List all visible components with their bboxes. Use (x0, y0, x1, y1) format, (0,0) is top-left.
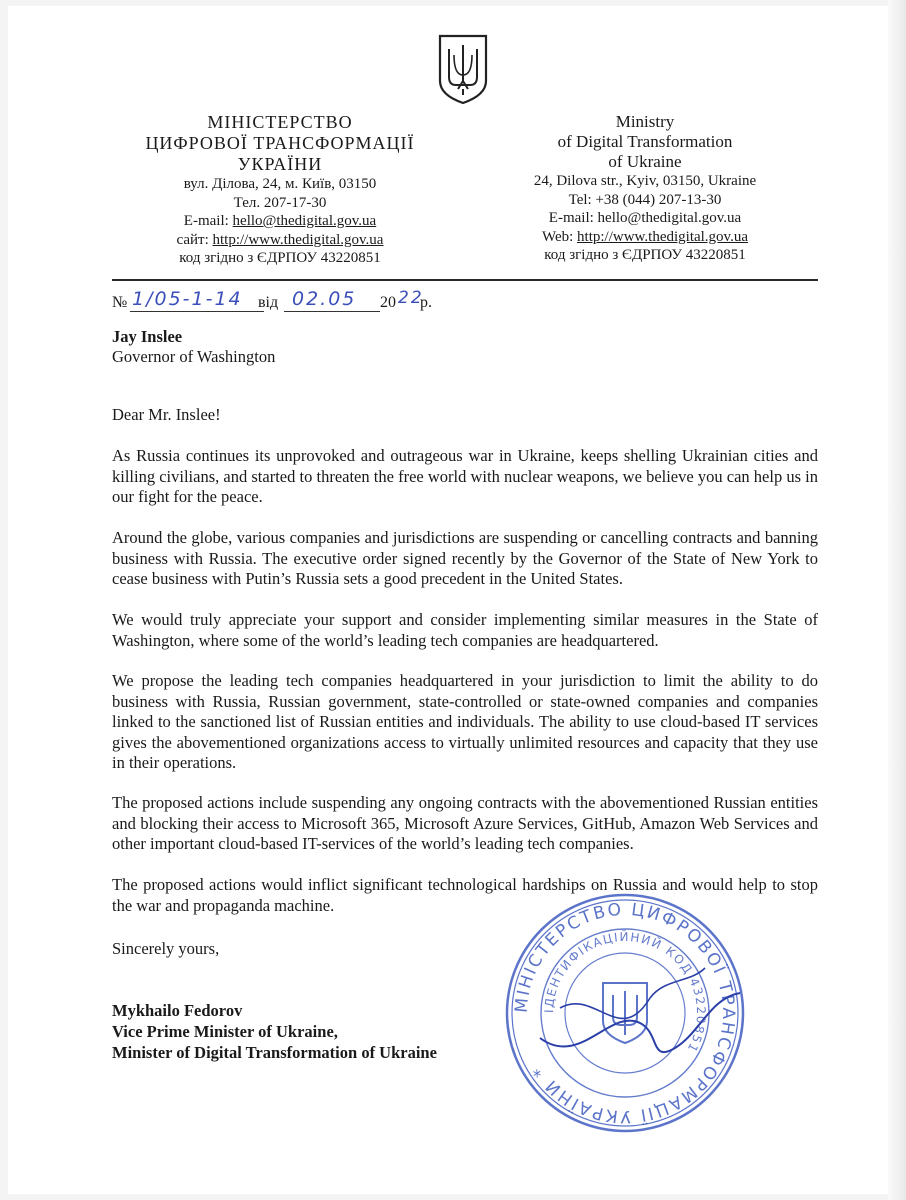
header-ua-site-label: сайт: (176, 231, 213, 248)
reg-number-handwritten: 1/05-1-14 (132, 288, 243, 310)
signature-scribble (540, 993, 740, 1052)
header-ua-email-label: E-mail: (183, 213, 233, 229)
header-en-line3: of Ukraine (608, 152, 682, 171)
reg-date-underline (284, 311, 380, 312)
recipient-title: Governor of Washington (112, 347, 276, 366)
header-en-web-link[interactable]: http://www.thedigital.gov.ua (577, 228, 748, 245)
official-stamp (500, 888, 750, 1138)
header-ua-edrpou: код згідно з ЄДРПОУ 43220851 (179, 250, 381, 266)
header-ua-email-link[interactable]: hello@thedigital.gov.ua (232, 213, 377, 229)
header-en-email-text[interactable]: hello@thedigital.gov.ua (597, 210, 742, 226)
header-ua-site-row (120, 231, 440, 250)
header-en-email-label: E-mail: (548, 210, 598, 226)
svg-text:МІНІСТЕРСТВО ЦИФРОВОЇ ТРАНСФОР: МІНІСТЕРСТВО ЦИФРОВОЇ ТРАНСФОРМАЦІЇ УКРАЇНИ * (511, 899, 739, 1127)
signatory-title-1: Vice Prime Minister of Ukraine, (112, 1022, 338, 1041)
reg-year-prefix: 20 (380, 294, 396, 311)
header-en-web-row (490, 228, 800, 247)
header-en-web-label: Web: (542, 228, 578, 245)
header-ua-phone: Тел. 207-17-30 (233, 194, 327, 211)
header-ua-site-link[interactable]: http://www.thedigital.gov.ua (212, 231, 384, 248)
coat-of-arms-icon (437, 33, 489, 105)
signatory-name: Mykhailo Fedorov (112, 1001, 243, 1020)
svg-text:ІДЕНТИФІКАЦІЙНИЙ КОД 43220851: ІДЕНТИФІКАЦІЙНИЙ КОД 43220851 (541, 929, 709, 1056)
salutation: Dear Mr. Inslee! (112, 405, 221, 424)
paragraph-5: The proposed actions include suspending any ongoing contracts with the abovementioned Russian entities and blocking their access to Microsoft 365, Microsoft Azure Services, GitHub, Amazon Web Services and other important cloud-based IT-services of the world’s leading tech companies. (112, 793, 818, 853)
header-en-phone: Tel: +38 (044) 207-13-30 (568, 191, 722, 208)
recipient-name: Jay Inslee (112, 327, 183, 346)
paragraph-3: We would truly appreciate your support and consider implementing similar measures in the State of Washington, where some of the world’s leading tech companies are headquartered. (112, 610, 818, 650)
stamp-trident-icon (603, 983, 647, 1043)
reg-year-suffix: р. (420, 294, 432, 311)
header-ua-line2: ЦИФРОВОЇ ТРАНСФОРМАЦІЇ (145, 133, 415, 153)
header-divider (112, 279, 818, 281)
signatory-title-2: Minister of Digital Transformation of Ukraine (112, 1043, 437, 1062)
header-ua-line1: МІНІСТЕРСТВО (207, 112, 353, 132)
header-en-line1: Ministry (615, 112, 675, 131)
reg-number-underline (130, 311, 264, 312)
header-en-email-row (490, 209, 800, 228)
header-en-edrpou: код згідно з ЄДРПОУ 43220851 (544, 247, 746, 263)
header-ua-line3: УКРАЇНИ (237, 154, 323, 174)
header-ua-email-row (120, 212, 440, 231)
registration-line (112, 290, 532, 316)
reg-year-handwritten: 22 (398, 288, 424, 308)
paragraph-4: We propose the leading tech companies headquartered in your jurisdiction to limit the ability to do business with Russia, Russian government, state-controlled or state-owned companies and companies linked to the sanctioned list of Russian entities and individuals. The ability to use cloud-based IT services gives the abovementioned organizations access to virtually unlimited resources and capacity that they use in their operations. (112, 671, 818, 772)
header-ua (120, 112, 440, 268)
header-en-address: 24, Dilova str., Kyiv, 03150, Ukraine (533, 173, 757, 189)
header-en (490, 112, 800, 265)
page-edge (888, 0, 906, 1200)
closing: Sincerely yours, (112, 939, 220, 958)
header-en-line2: of Digital Transformation (557, 132, 733, 151)
paragraph-2: Around the globe, various companies and jurisdictions are suspending or cancelling contracts and banning business with Russia. The executive order signed recently by the Governor of the State of New York to cease business with Putin’s Russia sets a good precedent in the United States. (112, 528, 818, 588)
reg-from-label: від (258, 294, 279, 311)
paragraph-1: As Russia continues its unprovoked and outrageous war in Ukraine, keeps shelling Ukrainian cities and killing civilians, and started to threaten the free world with nuclear weapons, we believe you can help us in our fight for the peace. (112, 446, 818, 506)
header-ua-address: вул. Ділова, 24, м. Київ, 03150 (183, 176, 377, 192)
reg-number-label: № (112, 294, 128, 311)
paragraph-6: The proposed actions would inflict significant technological hardships on Russia and would help to stop the war and propaganda machine. (112, 875, 818, 915)
reg-date-handwritten: 02.05 (292, 288, 357, 310)
